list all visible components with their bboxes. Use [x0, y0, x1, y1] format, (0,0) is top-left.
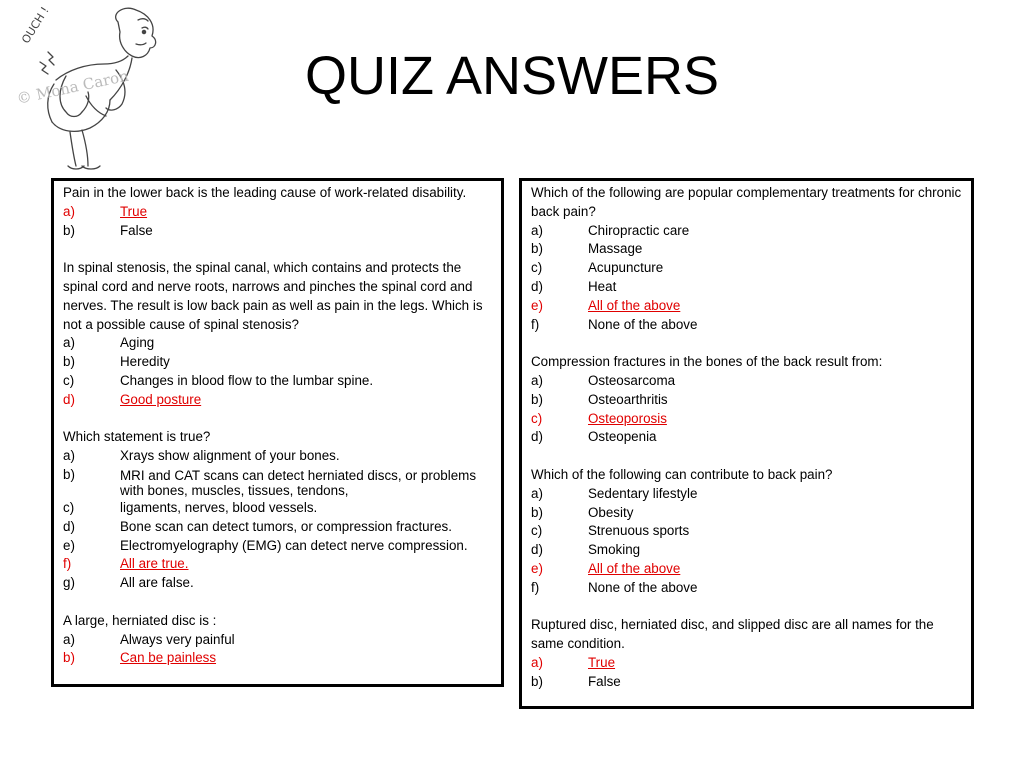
answer-option: c) Acupuncture — [531, 260, 664, 276]
answer-option: d) Heat — [531, 278, 617, 294]
answer-option: b) Massage — [531, 241, 643, 257]
option-list — [531, 485, 963, 598]
correct-answer: Good posture — [120, 391, 202, 407]
answer-option: a) Xrays show alignment of your bones. — [63, 448, 340, 464]
option-list — [63, 631, 493, 669]
answer-option: a) True — [531, 654, 963, 673]
question-text: Which of the following can contribute to back pain? — [531, 466, 833, 482]
quiz-box-right — [519, 178, 974, 709]
answer-option: g) All are false. — [63, 575, 194, 591]
answer-option: f) All are true. — [63, 555, 493, 574]
answer-option: c) Osteoporosis — [531, 410, 963, 429]
answer-option: b) Heredity — [63, 354, 170, 370]
answer-option: d) Smoking — [531, 542, 641, 558]
answer-option: e) Electromyelography (EMG) can detect nerve compression. — [63, 537, 468, 553]
answer-option: d) Bone scan can detect tumors, or compression fractures. — [63, 518, 452, 534]
option-list — [63, 447, 493, 593]
correct-answer: All of the above — [588, 297, 681, 313]
correct-answer: Can be painless — [120, 650, 217, 666]
answer-option: a) True — [63, 203, 493, 222]
answer-option: f) None of the above — [531, 579, 698, 595]
correct-answer: True — [120, 203, 148, 219]
answer-option: b) Can be painless — [63, 649, 493, 668]
answer-option: a) Chiropractic care — [531, 222, 690, 238]
option-list — [531, 222, 963, 335]
answer-option: c) Strenuous sports — [531, 523, 690, 539]
watermark-text: © Mona Caron — [15, 66, 131, 108]
option-list — [63, 203, 493, 241]
question-text: Pain in the lower back is the leading cause of work-related disability. — [63, 185, 467, 200]
question-text: Compression fractures in the bones of the back result from: — [531, 354, 883, 370]
question-text: A large, herniated disc is : — [63, 612, 217, 628]
question-text: Which statement is true? — [63, 429, 211, 445]
answer-option: f) None of the above — [531, 316, 698, 332]
answer-option: b) Osteoarthritis — [531, 391, 668, 407]
answer-option: c) Changes in blood flow to the lumbar spine. — [63, 372, 374, 388]
page-title: QUIZ ANSWERS — [304, 46, 720, 106]
correct-answer: All of the above — [588, 560, 681, 576]
answer-option: b) False — [531, 673, 621, 689]
answer-option: e) All of the above — [531, 297, 963, 316]
answer-option: e) All of the above — [531, 560, 963, 579]
answer-option: d) Osteopenia — [531, 429, 657, 445]
option-list — [531, 372, 963, 447]
option-list — [531, 654, 963, 692]
correct-answer: Osteoporosis — [588, 410, 667, 426]
question-text: In spinal stenosis, the spinal canal, which contains and protects the spinal cord and nerve roots, narrows and pinches the spinal cord and nerves. The result is low back pain as well as pain in the legs. Which is not a possible cause of spinal stenosis? — [63, 260, 483, 332]
correct-answer: All are true. — [120, 556, 189, 572]
quiz-box-left — [51, 178, 504, 687]
answer-option: b) False — [63, 222, 153, 238]
answer-option: b) MRI and CAT scans can detect herniated discs, or problems with bones, muscles, tissues, tendons, — [63, 466, 477, 498]
question-text: Which of the following are popular complementary treatments for chronic back pain? — [531, 185, 962, 219]
answer-option: a) Osteosarcoma — [531, 372, 676, 388]
answer-option: a) Aging — [63, 335, 155, 351]
correct-answer: True — [588, 654, 616, 670]
answer-option: a) Sedentary lifestyle — [531, 485, 698, 501]
ouch-text: OUCH ! — [19, 4, 52, 46]
answer-option: c) ligaments, nerves, blood vessels. — [63, 499, 318, 515]
answer-option: d) Good posture — [63, 391, 493, 410]
option-list — [63, 334, 493, 409]
answer-option: b) Obesity — [531, 504, 634, 520]
answer-option: a) Always very painful — [63, 631, 235, 647]
question-text: Ruptured disc, herniated disc, and slipped disc are all names for the same condition. — [531, 617, 934, 652]
